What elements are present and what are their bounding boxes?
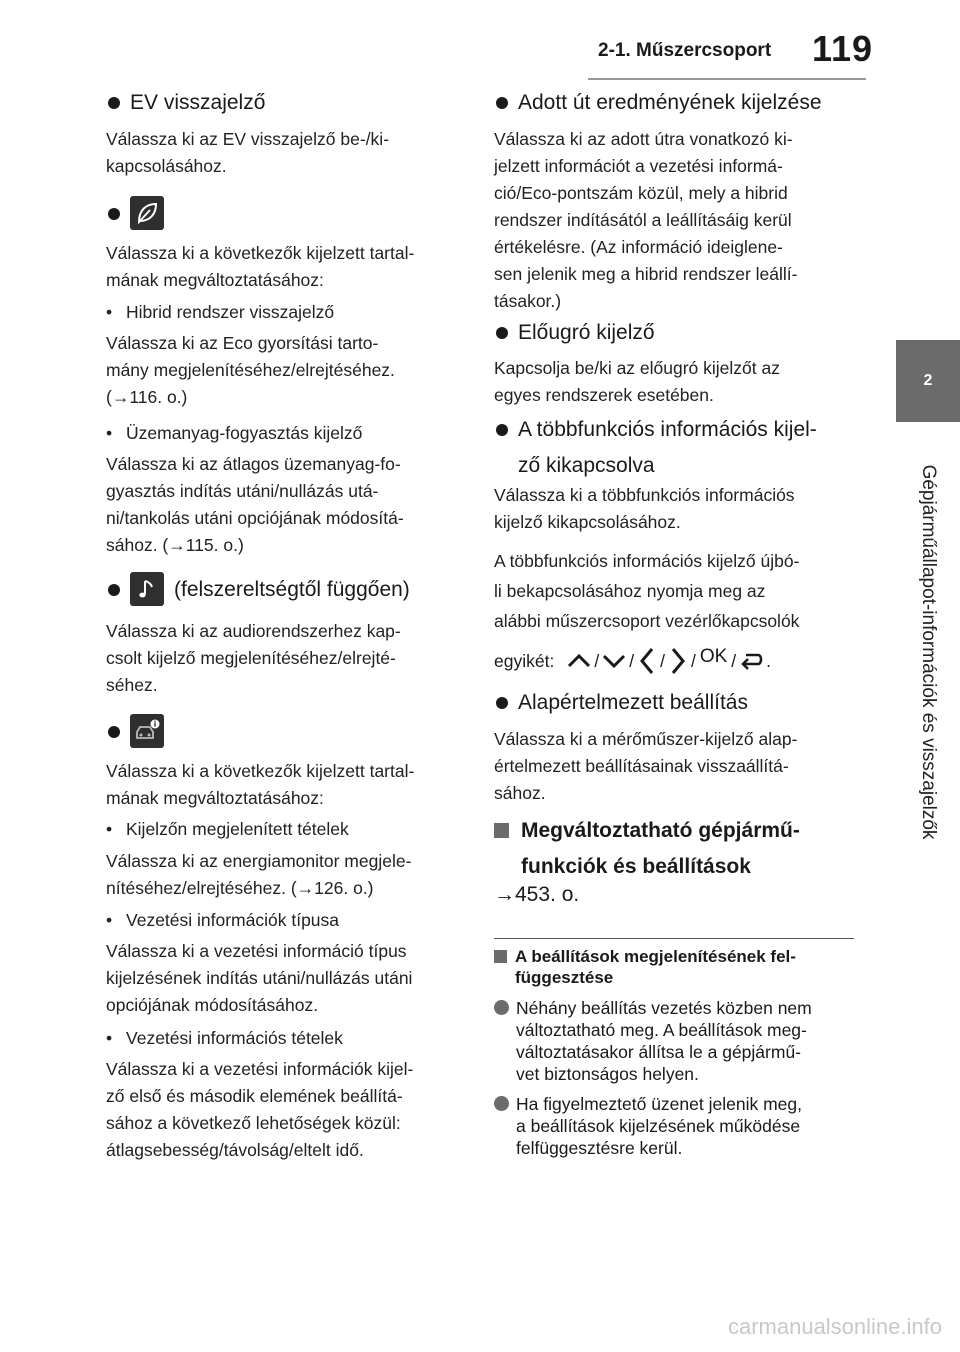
chapter-tab: 2 [896,340,960,422]
chevron-right-icon [667,646,689,676]
car-item-2: • Vezetési információk típusa [106,910,340,930]
audio-heading: (felszereltségtől függően) [106,576,410,606]
default-heading: Alapértelmezett beállítás [494,689,748,717]
default-text: Válassza ki a mérőműszer-kijelző alap- értelmezett beállításainak visszaállítá- sához. [494,729,798,803]
car-item-1: • Kijelzőn megjelenített tételek [106,819,349,839]
chevron-down-icon [601,651,627,671]
ev-heading: EV visszajelző [106,89,265,117]
car-item-3: • Vezetési információs tételek [106,1028,343,1048]
mid-heading: A többfunkciós információs kijel- ző kikapcsolva [494,412,817,484]
bullet-dot [496,327,508,339]
car-info-heading [106,718,164,748]
chapter-title: Gépjárműállapot-információk és visszajelzők [918,464,939,840]
section-title: 2-1. Műszercsoport [598,40,772,61]
note-title: A beállítások megjelenítésének fel- függesztése [494,946,856,988]
popup-heading: Előugró kijelző [494,319,655,347]
section-square [494,823,509,838]
page-number: 119 [812,28,874,69]
note-divider [494,938,854,939]
note-bullet [494,1000,509,1015]
note-box [494,946,856,1159]
chevron-left-icon [636,646,658,676]
car-item-1-text: Válassza ki az energiamonitor megjele- nítéséhez/elrejtéséhez. (→126. o.) [106,851,412,898]
note-bullet [494,1096,509,1111]
chevron-up-icon [566,651,592,671]
custom-page-ref: →453. o. [494,883,580,906]
audio-text: Válassza ki az audiorendszerhez kap- csolt kijelző megjelenítéséhez/elrejté- séhez. [106,621,401,695]
car-info-icon [130,714,164,748]
bullet-dot [108,208,120,220]
ok-key-label: OK [699,646,728,667]
control-keys-row: egyikét: / / / / OK / . [494,646,771,676]
trip-heading: Adott út eredményének kijelzése [494,89,822,117]
leaf-text: Válassza ki a következők kijelzett tartal- mának megváltoztatásához: [106,243,415,290]
leaf-heading [106,200,164,230]
leaf-item-1: • Hibrid rendszer visszajelző [106,302,335,322]
note-item-2: Ha figyelmeztető üzenet jelenik meg, a beállítások kijelzésének működése felfüggesztésre kerül. [494,1093,856,1159]
header-rule [588,78,866,80]
mid-text: Válassza ki a többfunkciós információs kijelző kikapcsolásához. [494,485,795,532]
bullet-dot [496,97,508,109]
note-square [494,950,507,963]
bullet-dot [108,726,120,738]
music-note-icon [130,572,164,606]
trip-text: Válassza ki az adott útra vonatkozó ki- jelzett információt a vezetési informá- ció/Eco-pontszám közül, mely a hibrid rendszer indításától a leállításáig kerül értékelésre. (Az információ ideiglene- sen jelenik meg a hibrid rendszer leállí- tásakor.) [494,129,798,311]
leaf-item-2: • Üzemanyag-fogyasztás kijelző [106,423,363,443]
bullet-dot [108,97,120,109]
popup-text: Kapcsolja be/ki az előugró kijelzőt az egyes rendszerek esetében. [494,358,780,405]
car-item-2-text: Válassza ki a vezetési információ típus kijelzésének indítás utáni/nullázás utáni opciójának módosításához. [106,941,413,1015]
bullet-dot [496,697,508,709]
leaf-item-1-text: Válassza ki az Eco gyorsítási tarto- mány megjelenítéséhez/elrejtéséhez. (→116. o.) [106,333,395,407]
custom-heading: Megváltoztatható gépjármű- funkciók és beállítások [494,813,800,885]
ev-text: Válassza ki az EV visszajelző be-/ki- kapcsolásához. [106,129,390,176]
back-arrow-icon [738,649,764,673]
leaf-item-2-text: Válassza ki az átlagos üzemanyag-fo- gyasztás indítás utáni/nullázás utá- ni/tankolás utáni opciójának módosítá- sához. (→115. o.) [106,454,404,555]
bullet-dot [108,584,120,596]
bullet-dot [496,424,508,436]
car-item-3-text: Válassza ki a vezetési információk kijel- ző első és második elemének beállítá- sához a következő lehetőségek közül: átlagsebesség/távolság/eltelt idő. [106,1059,414,1160]
eco-leaf-icon [130,196,164,230]
mid-text-2: A többfunkciós információs kijelző újbó- li bekapcsolásához nyomja meg az alábbi műszercsoport vezérlőkapcsolók [494,551,800,631]
watermark: carmanualsonline.info [727,1314,942,1339]
car-info-text: Válassza ki a következők kijelzett tartal- mának megváltoztatásához: [106,761,415,808]
note-item-1: Néhány beállítás vezetés közben nem változtatható meg. A beállítások meg- változtatásakor állítsa le a gépjármű- vet biztonságos helyen. [494,997,856,1085]
